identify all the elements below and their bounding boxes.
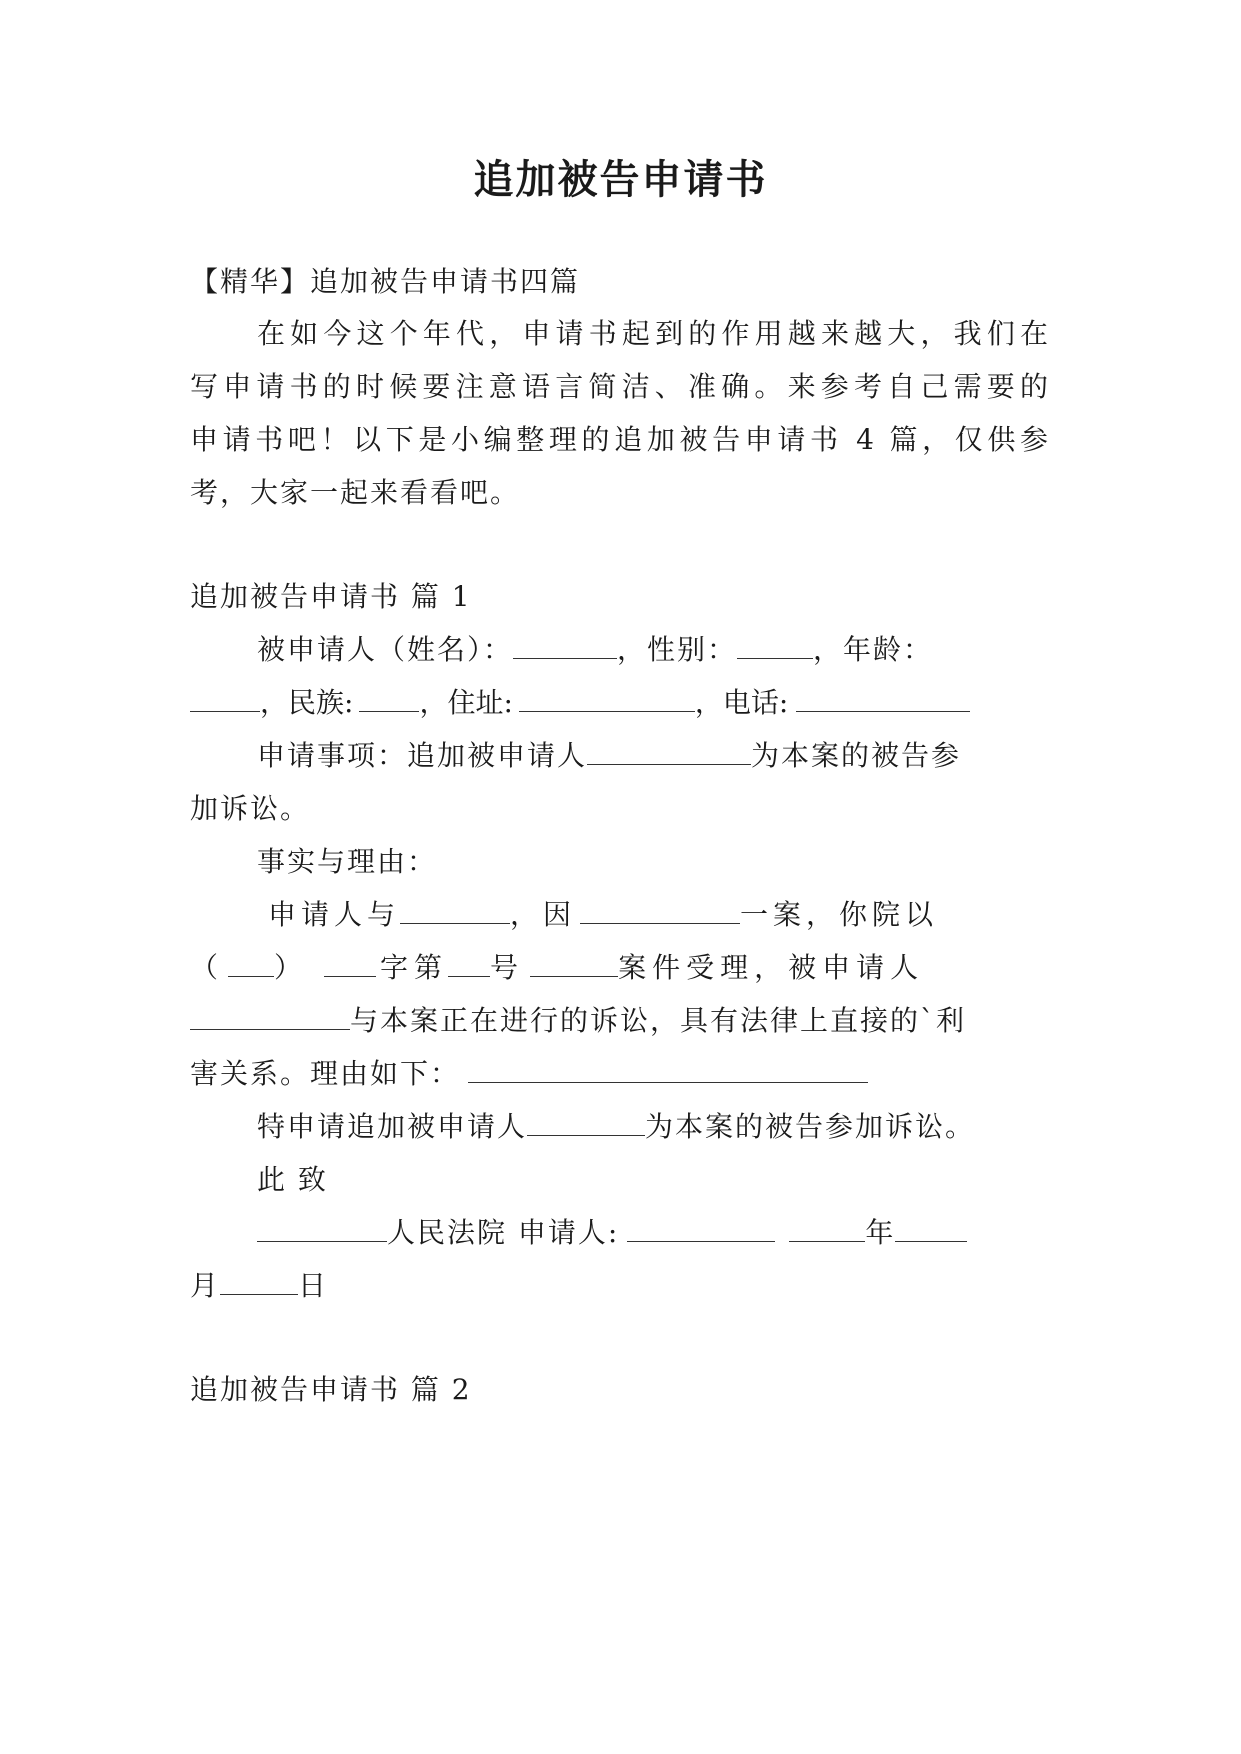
phone-label: ，电话:	[694, 686, 789, 719]
applicant-blank	[627, 1219, 775, 1242]
facts-heading: 事实与理由：	[257, 845, 438, 878]
intro-line-2: 写申请书的时候要注意语言简洁、准确。来参考自己需要的	[190, 370, 1050, 403]
document-subtitle: 【精华】追加被告申请书四篇	[190, 265, 581, 298]
phone-blank	[796, 689, 970, 712]
address-label: ，住址:	[419, 686, 513, 719]
facts-line-3	[190, 1001, 1050, 1041]
facts-line-1	[268, 895, 1050, 935]
court-text: 人民法院 申请人:	[387, 1216, 620, 1249]
respondent-label: 被申请人（姓名）：	[257, 633, 514, 666]
facts-4-text: 害关系。理由如下：	[190, 1057, 461, 1090]
request-blank	[587, 742, 751, 765]
section-2-heading: 追加被告申请书 篇 2	[190, 1373, 472, 1406]
case-blank	[530, 954, 618, 977]
facts-3-blank	[190, 1007, 350, 1030]
year-blank	[789, 1219, 865, 1242]
year-code-blank	[228, 954, 274, 977]
special-text-a: 特申请追加被申请人	[257, 1110, 528, 1143]
respondent-details-line	[190, 683, 1050, 723]
facts-2-text-c: 字第	[380, 951, 449, 984]
facts-line-2	[190, 948, 1050, 988]
month-text: 月	[190, 1269, 221, 1302]
facts-3-text: 与本案正在进行的诉讼，具有法律上直接的`利	[350, 1004, 967, 1037]
address-blank	[519, 689, 695, 712]
facts-1-text-c: 一案，你院以	[740, 898, 939, 931]
intro-line-4: 考，大家一起来看看吧。	[190, 476, 521, 509]
request-line	[257, 736, 1050, 776]
request-text-b: 为本案的被告参	[751, 739, 962, 772]
respondent-line	[257, 630, 1050, 670]
name-blank	[513, 636, 617, 659]
facts-2-text-b: ）	[274, 951, 309, 984]
gender-label: ，性别：	[617, 633, 738, 666]
facts-1-text-b: ，因	[510, 898, 577, 931]
facts-1-blank-a	[400, 901, 510, 924]
facts-2-text-a: （	[190, 951, 225, 984]
reason-blank	[468, 1060, 868, 1083]
special-request-line	[257, 1107, 1087, 1147]
document-title: 追加被告申请书	[473, 156, 768, 203]
request-text-a: 申请事项：追加被申请人	[257, 739, 588, 772]
signature-line	[257, 1213, 1050, 1253]
month-blank-start	[895, 1219, 967, 1242]
section-1-heading: 追加被告申请书 篇 1	[190, 580, 472, 613]
ethnicity-label: ，民族:	[260, 686, 354, 719]
year-text: 年	[865, 1216, 896, 1249]
court-code-blank	[324, 954, 376, 977]
age-blank	[190, 689, 260, 712]
special-text-b: 为本案的被告参加诉讼。	[645, 1110, 976, 1143]
facts-1-blank-b	[580, 901, 740, 924]
intro-line-3: 申请书吧！以下是小编整理的追加被告申请书 4 篇，仅供参	[190, 423, 1050, 456]
facts-2-text-d: 号	[490, 951, 525, 984]
day-blank	[220, 1272, 298, 1295]
intro-line-1: 在如今这个年代，申请书起到的作用越来越大，我们在	[257, 317, 1050, 350]
facts-1-text-a: 申请人与	[268, 898, 401, 931]
facts-line-4	[190, 1054, 1050, 1094]
request-line-2: 加诉讼。	[190, 792, 311, 825]
gender-blank	[737, 636, 813, 659]
day-text: 日	[298, 1269, 329, 1302]
facts-2-text-e: 案件受理，被申请人	[618, 951, 925, 984]
date-line	[190, 1266, 1050, 1306]
ethnicity-blank	[359, 689, 419, 712]
age-label: ，年龄：	[813, 633, 934, 666]
court-blank	[257, 1219, 387, 1242]
case-number-blank	[448, 954, 490, 977]
special-blank	[527, 1113, 645, 1136]
closing-line: 此 致	[257, 1163, 328, 1196]
